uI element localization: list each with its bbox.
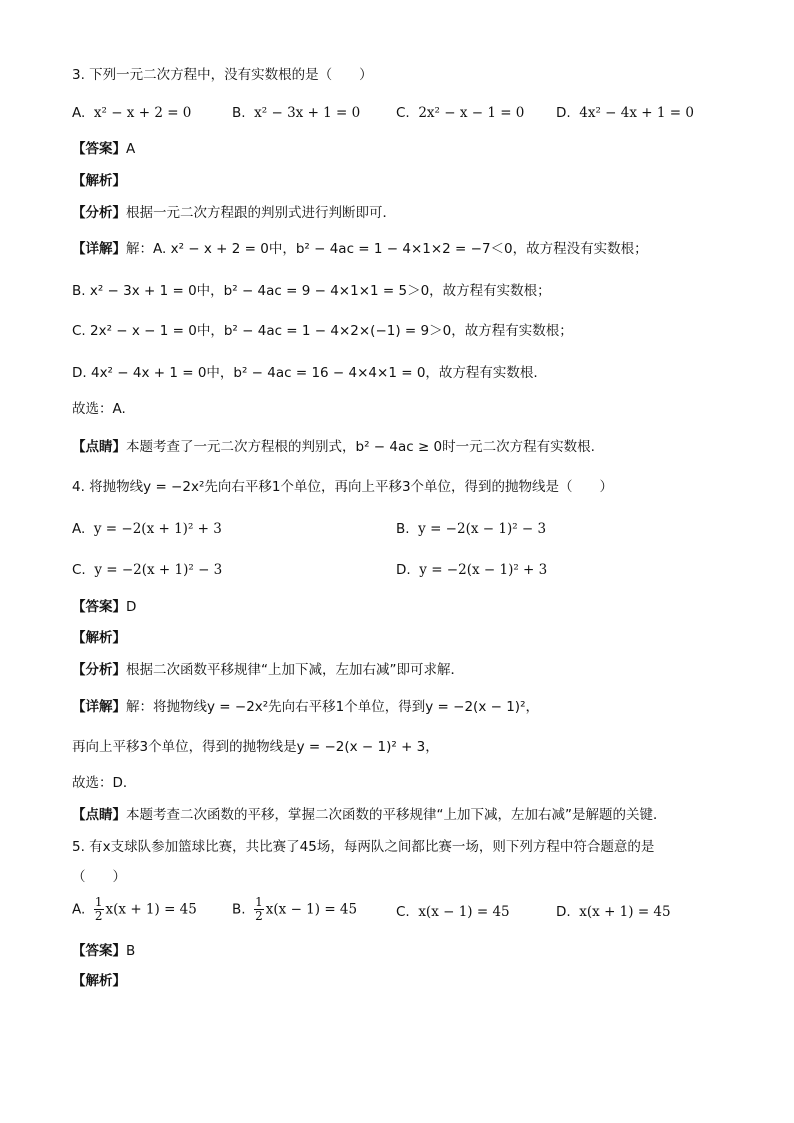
q5-answer: 【答案】B: [72, 943, 136, 959]
q5-option-b: B. $\frac{1}{2}$ x(x − 1) = 45: [232, 895, 358, 923]
q3-fenxi: 【分析】根据一元二次方程跟的判别式进行判断即可．: [72, 205, 396, 221]
q3-analysis-tag: 【解析】: [72, 173, 126, 189]
q4-answer: 【答案】D: [72, 599, 137, 615]
q5-option-d: D. x(x + 1) = 45: [556, 904, 671, 920]
q3-option-c: C. 2x² − x − 1 = 0: [396, 105, 525, 121]
q5-stem-paren: （ ）: [72, 869, 126, 885]
q3-answer: 【答案】A: [72, 141, 136, 157]
q3-choose: 故选：A.: [72, 401, 126, 417]
q3-detail-line-1: 【详解】解：A. x² − x + 2 = 0中，b² − 4ac = 1 − 4×1×2 = −7＜0，故方程没有实数根；: [72, 241, 648, 257]
q4-detail-line-1: 【详解】解：将抛物线y = −2x²先向右平移1个单位，得到y = −2(x − 1)²，: [72, 699, 539, 715]
q3-option-b: B. x² − 3x + 1 = 0: [232, 105, 361, 121]
q4-fenxi: 【分析】根据二次函数平移规律“上加下减，左加右减”即可求解．: [72, 662, 464, 678]
q4-comment: 【点睛】本题考查二次函数的平移，掌握二次函数的平移规律“上加下减，左加右减”是解题的关键．: [72, 807, 667, 823]
q4-choose: 故选：D．: [72, 775, 137, 791]
q4-detail-line-2: 再向上平移3个单位，得到的抛物线是y = −2(x − 1)² + 3，: [72, 739, 439, 755]
q4-option-d: D. y = −2(x − 1)² + 3: [396, 562, 548, 578]
q3-option-d: D. 4x² − 4x + 1 = 0: [556, 105, 694, 121]
q5-analysis-tag: 【解析】: [72, 973, 126, 989]
q4-option-c: C. y = −2(x + 1)² − 3: [72, 562, 223, 578]
q4-option-a: A. y = −2(x + 1)² + 3: [72, 521, 222, 537]
q3-comment: 【点睛】本题考查了一元二次方程根的判别式，b² − 4ac ≥ 0时一元二次方程有实数根.: [72, 439, 595, 455]
q3-detail-line-3: C. 2x² − x − 1 = 0中，b² − 4ac = 1 − 4×2×(−1) = 9＞0，故方程有实数根；: [72, 323, 573, 339]
q3-detail-line-2: B. x² − 3x + 1 = 0中，b² − 4ac = 9 − 4×1×1 = 5＞0，故方程有实数根；: [72, 283, 551, 299]
q5-stem: 5. 有x支球队参加篮球比赛，共比赛了45场，每两队之间都比赛一场，则下列方程中符合题意的是: [72, 839, 655, 855]
q5-option-a-fraction: $\frac{1}{2}$: [94, 895, 103, 923]
q3-option-a: A. x² − x + 2 = 0: [72, 105, 192, 121]
q4-option-b: B. y = −2(x − 1)² − 3: [396, 521, 547, 537]
q5-option-a: A. $\frac{1}{2}$ x(x + 1) = 45: [72, 895, 197, 923]
q4-stem: 4. 将抛物线y = −2x²先向右平移1个单位，再向上平移3个单位，得到的抛物线是（ ）: [72, 479, 614, 495]
q4-analysis-tag: 【解析】: [72, 630, 126, 646]
q3-stem: 3. 下列一元二次方程中，没有实数根的是（ ）: [72, 67, 373, 83]
q5-option-b-fraction: $\frac{1}{2}$: [255, 895, 263, 923]
q3-detail-line-4: D. 4x² − 4x + 1 = 0中，b² − 4ac = 16 − 4×4×1 = 0，故方程有实数根.: [72, 365, 538, 381]
q5-option-c: C. x(x − 1) = 45: [396, 904, 510, 920]
